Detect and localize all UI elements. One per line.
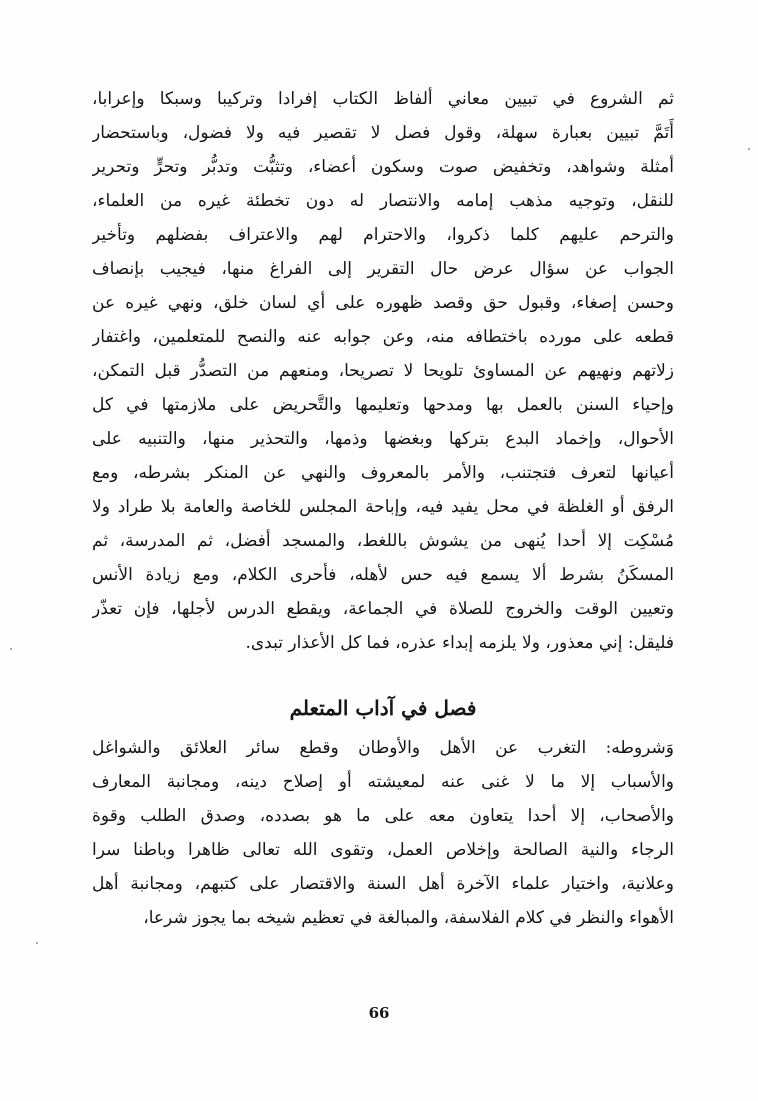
- text-line: أَتَمَّ تبيين بعبارة سهلة، وقول فصل لا تقصير فيه ولا فضول، وباستحضار: [92, 123, 674, 143]
- text-line: الأهواء والنظر في كلام الفلاسفة، والمبالغة في تعظيم شيخه بما يجوز شرعا،: [143, 908, 674, 928]
- scan-speck: [748, 148, 750, 150]
- scan-speck: [10, 648, 12, 650]
- paragraph-teaching-conduct: [92, 82, 674, 660]
- text-line: والأصحاب، إلا أحدا يتعاون معه على ما هو بصدده، وصدق الطلب وقوة: [92, 806, 674, 826]
- text-line: وإحياء السنن بالعمل بها ومدحها وتعليمها والتَّحريض على ملازمتها في كل: [92, 395, 674, 415]
- scan-speck: [36, 942, 38, 944]
- paragraph-student-conditions: [92, 731, 674, 935]
- text-line: وَشروطه: التغرب عن الأهل والأوطان وقطع سائر العلائق والشواغل: [92, 738, 674, 758]
- text-line: أعيانها لتعرف فتجتنب، والأمر بالمعروف والنهي عن المنكر بشرطه، ومع: [92, 463, 674, 483]
- text-line: وعلانية، واختيار علماء الآخرة أهل السنة والاقتصار على كتبهم، ومجانبة أهل: [92, 874, 674, 894]
- text-line: المسكَنُ بشرط ألا يسمع فيه حس لأهله، فأحرى الكلام، ومع زيادة الأنس: [92, 565, 674, 585]
- section-heading: فصل في آداب المتعلم: [289, 696, 477, 720]
- text-line: الرجاء والنية الصالحة وإخلاص العمل، وتقوى الله تعالى ظاهرا وباطنا سرا: [92, 840, 674, 860]
- text-line: أمثلة وشواهد، وتخفيض صوت وسكون أعضاء، وتثبُّت وتدبُّر وتحرٍّ وتحرير: [92, 157, 674, 177]
- text-line: الرفق أو الغلظة في محل يفيد فيه، وإباحة المجلس للخاصة والعامة بلا طراد ولا: [92, 497, 674, 517]
- page-number: 66: [368, 1004, 390, 1022]
- text-line: ثم الشروع في تبيين معاني ألفاظ الكتاب إفرادا وتركيبا وسبكا وإعرابا،: [92, 89, 674, 109]
- text-line: قطعه على مورده باختطافه منه، وعن جوابه عنه والنصح للمتعلمين، واغتفار: [92, 327, 674, 347]
- text-line: مُسْكِت إلا أحدا يُنهى من يشوش باللغط، والمسجد أفضل، ثم المدرسة، ثم: [92, 531, 674, 551]
- text-line: وتعيين الوقت والخروج للصلاة في الجماعة، ويقطع الدرس لأجلها، فإن تعذّر: [92, 599, 674, 619]
- text-line: الأحوال، وإخماد البدع بتركها وبغضها وذمها، والتحذير منها، والتنبيه على: [92, 429, 674, 449]
- text-line: والترحم عليهم كلما ذكروا، والاحترام لهم والاعتراف بفضلهم وتأخير: [92, 225, 674, 245]
- text-line: والأسباب إلا ما لا غنى عنه لمعيشته أو إصلاح دينه، ومجانبة المعارف: [92, 772, 674, 792]
- text-line: للنقل، وتوجيه مذهب إمامه والانتصار له دون تخطئة غيره من العلماء،: [92, 191, 674, 211]
- text-line: فليقل: إني معذور، ولا يلزمه إبداء عذره، فما كل الأعذار تبدى.: [245, 633, 674, 653]
- text-line: وحسن إصغاء، وقبول حق وقصد ظهوره على أي لسان خلق، ونهي غيره عن: [92, 293, 674, 313]
- text-line: زلاتهم ونهيهم عن المساوئ تلويحا لا تصريحا، ومنعهم من التصدُّر قبل التمكن،: [92, 361, 674, 381]
- text-line: الجواب عن سؤال عرض حال التقرير إلى الفراغ منها، فيجيب بإنصاف: [92, 259, 674, 279]
